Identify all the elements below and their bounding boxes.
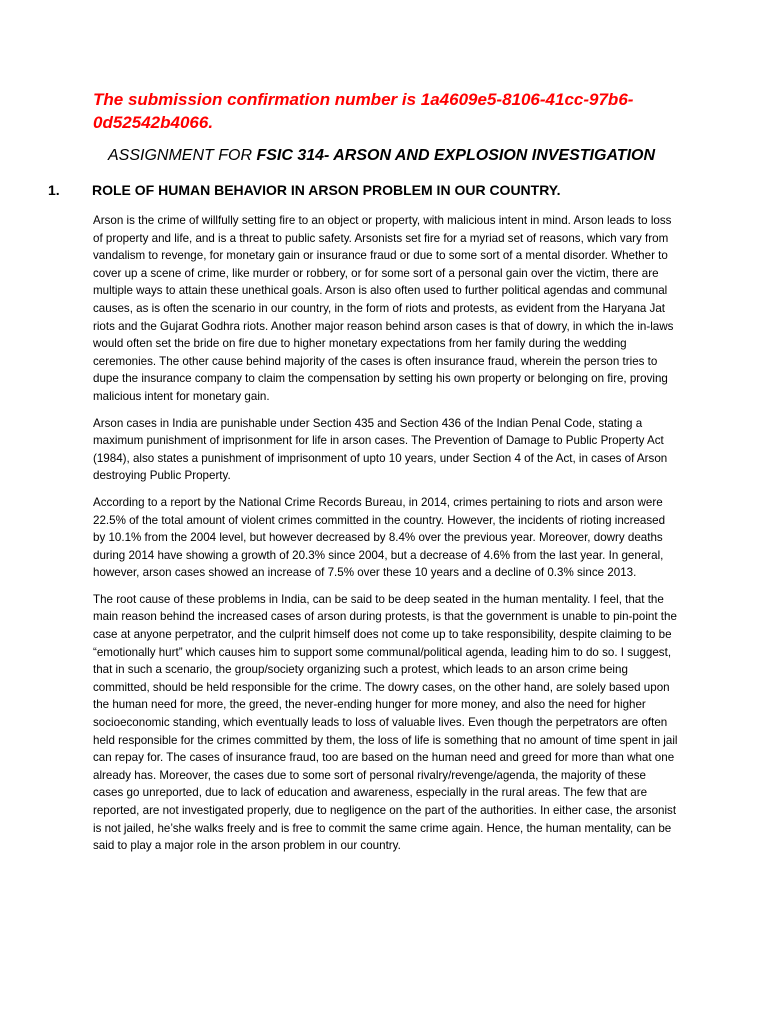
paragraph-intro: Arson is the crime of willfully setting fire to an object or property, with malicious intent in mind. Arson leads to loss of property and life, and is a threat to public safety. Arsonists set fire for a myriad set of reasons, which vary from vandalism to revenge, for monetary gain or insurance fraud or due to some sort of a mental disorder. Whether to cover up a scene of crime, like murder or robbery, or for some sort of a personal gain over the victim, there are multiple ways to attain these unethical goals. Arson is also often used to further political agendas and communal causes, as is often the scenario in our country, in the form of riots and protests, as evident from the Haryana Jat riots and the Gujarat Godhra riots. Another major reason behind arson cases is that of dowry, in which the in-laws would often set the bride on fire due to higher monetary expectations from her family during the wedding ceremonies. The other cause behind majority of the cases is often insurance fraud, wherein the person tries to dupe the insurance company to claim the compensation by setting his own property or belonging on fire, proving malicious intent for monetary gain.: [93, 214, 674, 403]
paragraph-statistics: According to a report by the National Crime Records Bureau, in 2014, crimes pertaining to riots and arson were 22.5% of the total amount of violent crimes committed in the country. However, the incidents of rioting increased by 10.1% from the 2004 level, but however decreased by 8.4% over the previous year. Moreover, dowry deaths during 2014 have showing a growth of 20.3% since 2004, but a decrease of 4.6% from the last year. In general, however, arson cases showed an increase of 7.5% over these 10 years and a decline of 0.3% since 2013.: [93, 495, 666, 580]
assignment-prefix: ASSIGNMENT FOR: [108, 147, 257, 164]
section-title: ROLE OF HUMAN BEHAVIOR IN ARSON PROBLEM IN OUR COUNTRY.: [92, 182, 561, 198]
submission-confirmation: The submission confirmation number is 1a4609e5-8106-41cc-97b6-0d52542b4066.: [93, 90, 634, 132]
assignment-course: FSIC 314- ARSON AND EXPLOSION INVESTIGATION: [256, 147, 656, 164]
paragraph-root-cause: The root cause of these problems in India, can be said to be deep seated in the human mentality. I feel, that the main reason behind the increased cases of arson during protests, is that the government is unable to pin-point the case at anyone perpetrator, and the culprit himself does not come up to take responsibility, despite claiming to be “emotionally hurt” which causes him to support some communal/political agenda, leading him to do so. I suggest, that in such a scenario, the group/society organizing such a protest, which leads to an arson crime being committed, should be held responsible for the crime. The dowry cases, on the other hand, are solely based upon the human need for more, the greed, the never-ending hunger for more money, and also the need for higher socioeconomic standing, which eventually leads to loss of valuable lives. Even though the perpetrators are often held responsible for the crimes committed by them, the loss of life is something that no amount of time spent in jail can repay for. The cases of insurance fraud, too are based on the human need and greed for more than what one already has. Moreover, the cases due to some sort of personal rivalry/revenge/agenda, the majority of these cases go unreported, due to lack of education and awareness, especially in the rural areas. The few that are reported, are not investigated properly, due to negligence on the part of the authorities. In either case, the arsonist is not jailed, he’she walks freely and is free to commit the same crime again. Hence, the human mentality, can be said to play a major role in the arson problem in our country.: [93, 592, 678, 853]
section-heading: [48, 181, 708, 199]
assignment-title: [108, 146, 708, 166]
paragraph-law: Arson cases in India are punishable under Section 435 and Section 436 of the Indian Penal Code, stating a maximum punishment of imprisonment for life in arson cases. The Prevention of Damage to Public Property Act (1984), also states a punishment of imprisonment of upto 10 years, under Section 4 of the Act, in cases of Arson destroying Public Property.: [93, 416, 668, 483]
section-number: 1.: [48, 182, 60, 198]
body-text: [93, 212, 678, 864]
